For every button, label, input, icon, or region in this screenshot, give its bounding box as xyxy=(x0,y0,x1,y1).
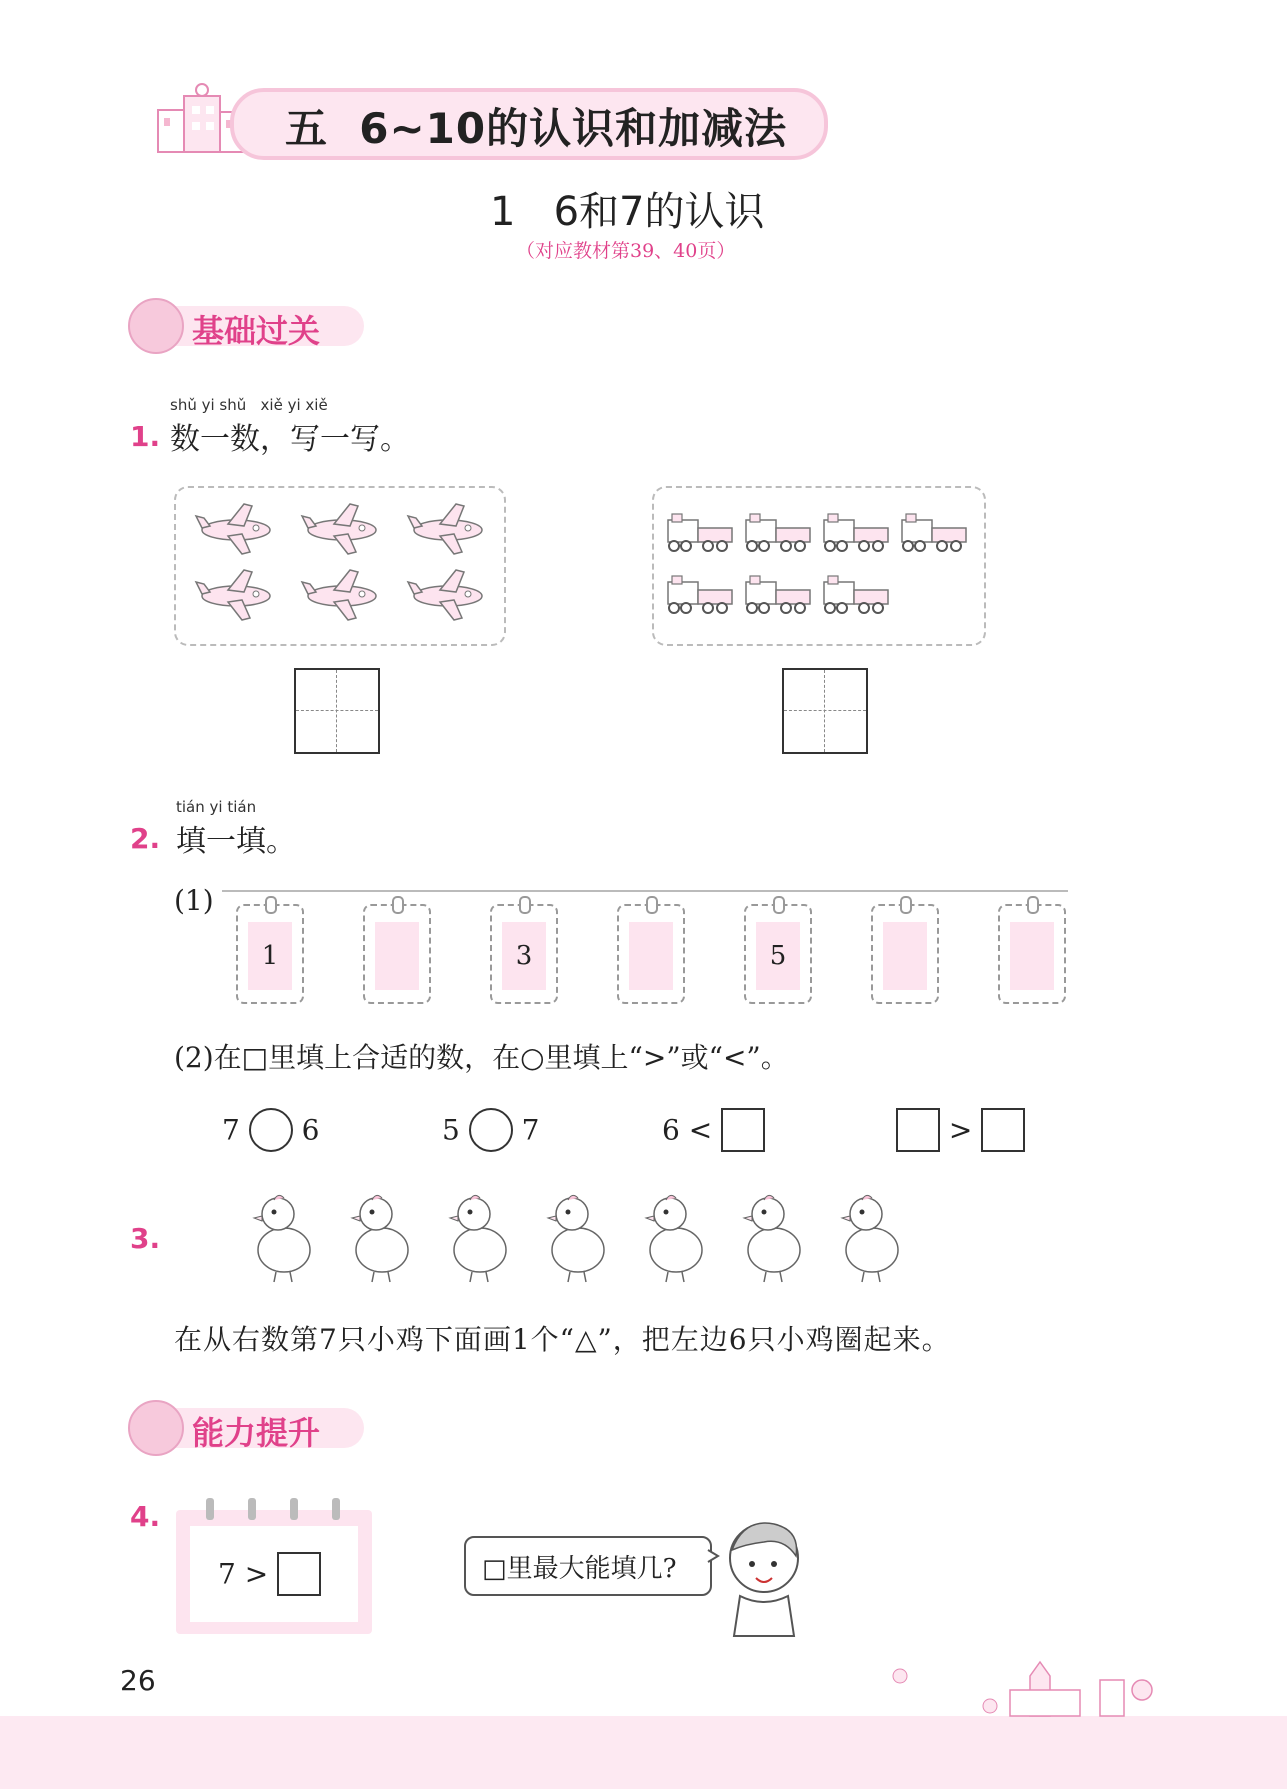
train-icon xyxy=(668,514,732,551)
chick-icon xyxy=(352,1195,408,1282)
tag-value xyxy=(629,922,673,990)
tag-hole-icon xyxy=(519,896,531,914)
chick-icon xyxy=(548,1195,604,1282)
girl-avatar-icon xyxy=(128,298,184,354)
q2-number: 2. xyxy=(130,822,161,855)
q4-expression: 7 > xyxy=(218,1552,321,1596)
compare-d: > xyxy=(896,1108,1025,1152)
footer-band xyxy=(0,1716,1287,1789)
tag-value: 3 xyxy=(502,922,546,990)
chapter-banner xyxy=(150,82,830,160)
chick-icon xyxy=(254,1195,310,1282)
tag-hole-icon xyxy=(392,896,404,914)
q1-number: 1. xyxy=(130,420,161,453)
compare-b: 5 7 xyxy=(442,1108,539,1152)
chick-row xyxy=(240,1186,960,1286)
airplane-icon xyxy=(196,504,270,554)
tag-hole-icon xyxy=(265,896,277,914)
q2-pinyin: tián yi tián xyxy=(176,798,257,816)
tag-value: 5 xyxy=(756,922,800,990)
ring-icon xyxy=(290,1498,298,1520)
q1-answer-box-trains[interactable] xyxy=(782,668,868,754)
ring-icon xyxy=(332,1498,340,1520)
airplane-icon xyxy=(408,570,482,620)
page-number: 26 xyxy=(120,1664,156,1697)
train-icon xyxy=(746,576,810,613)
chick-icon xyxy=(450,1195,506,1282)
q3-text: 在从右数第7只小鸡下面画1个“△”，把左边6只小鸡圈起来。 xyxy=(174,1323,951,1356)
lesson-reference: （对应教材第39、40页） xyxy=(516,240,736,262)
section-advanced-header xyxy=(128,1400,378,1456)
chick-icon xyxy=(744,1195,800,1282)
airplane-icon xyxy=(302,504,376,554)
compare-d-left-box[interactable] xyxy=(896,1108,940,1152)
airplane-icon xyxy=(302,570,376,620)
q4-answer-box[interactable] xyxy=(277,1552,321,1596)
compare-c: 6 < xyxy=(662,1108,765,1152)
chick-icon xyxy=(842,1195,898,1282)
airplane-group xyxy=(176,488,504,644)
tag-hole-icon xyxy=(1027,896,1039,914)
train-icon xyxy=(824,514,888,551)
tag-value xyxy=(883,922,927,990)
train-icon xyxy=(668,576,732,613)
airplane-icon xyxy=(196,570,270,620)
section-basic-label: 基础过关 xyxy=(192,312,321,350)
q4-number: 4. xyxy=(130,1500,161,1533)
q1-text: 数一数，写一写。 xyxy=(170,422,410,457)
chick-icon xyxy=(646,1195,702,1282)
train-picture-box xyxy=(652,486,986,646)
speech-bubble xyxy=(464,1536,712,1596)
compare-a: 7 6 xyxy=(222,1108,319,1152)
train-icon xyxy=(746,514,810,551)
compare-b-circle[interactable] xyxy=(469,1108,513,1152)
train-icon xyxy=(824,576,888,613)
tag-value: 1 xyxy=(248,922,292,990)
lesson-title: 1 6和7的认识 xyxy=(490,189,765,235)
airplane-icon xyxy=(408,504,482,554)
tag-value xyxy=(375,922,419,990)
number-tag xyxy=(744,904,812,1004)
speech-bubble-text: □里最大能填几? xyxy=(482,1554,677,1584)
number-tag xyxy=(490,904,558,1004)
compare-d-right-box[interactable] xyxy=(981,1108,1025,1152)
ring-icon xyxy=(206,1498,214,1520)
tag-hole-icon xyxy=(646,896,658,914)
q2-text: 填一填。 xyxy=(176,824,296,859)
number-tag[interactable] xyxy=(363,904,431,1004)
q3-number: 3. xyxy=(130,1222,161,1255)
train-group xyxy=(654,488,984,644)
section-advanced-label: 能力提升 xyxy=(192,1414,321,1452)
chapter-title: 五 6~10的认识和加减法 xyxy=(285,104,788,153)
airplane-picture-box xyxy=(174,486,506,646)
number-tag[interactable] xyxy=(998,904,1066,1004)
tag-hole-icon xyxy=(773,896,785,914)
section-basic-header xyxy=(128,298,378,354)
castle-decoration-icon xyxy=(880,1646,1170,1720)
tag-value xyxy=(1010,922,1054,990)
q1-answer-box-airplanes[interactable] xyxy=(294,668,380,754)
q1-pinyin: shǔ yi shǔ xiě yi xiě xyxy=(170,396,328,414)
calendar-card xyxy=(176,1510,372,1634)
q2-part2-text: (2)在□里填上合适的数，在○里填上“>”或“<”。 xyxy=(174,1041,789,1074)
hanging-string xyxy=(222,890,1068,892)
train-icon xyxy=(902,514,966,551)
number-tag xyxy=(236,904,304,1004)
ring-icon xyxy=(248,1498,256,1520)
tag-hole-icon xyxy=(900,896,912,914)
number-tag[interactable] xyxy=(871,904,939,1004)
boy-icon xyxy=(704,1508,814,1638)
compare-a-circle[interactable] xyxy=(249,1108,293,1152)
number-tag[interactable] xyxy=(617,904,685,1004)
compare-c-box[interactable] xyxy=(721,1108,765,1152)
q2-part1-label: (1) xyxy=(174,884,214,917)
monkey-avatar-icon xyxy=(128,1400,184,1456)
